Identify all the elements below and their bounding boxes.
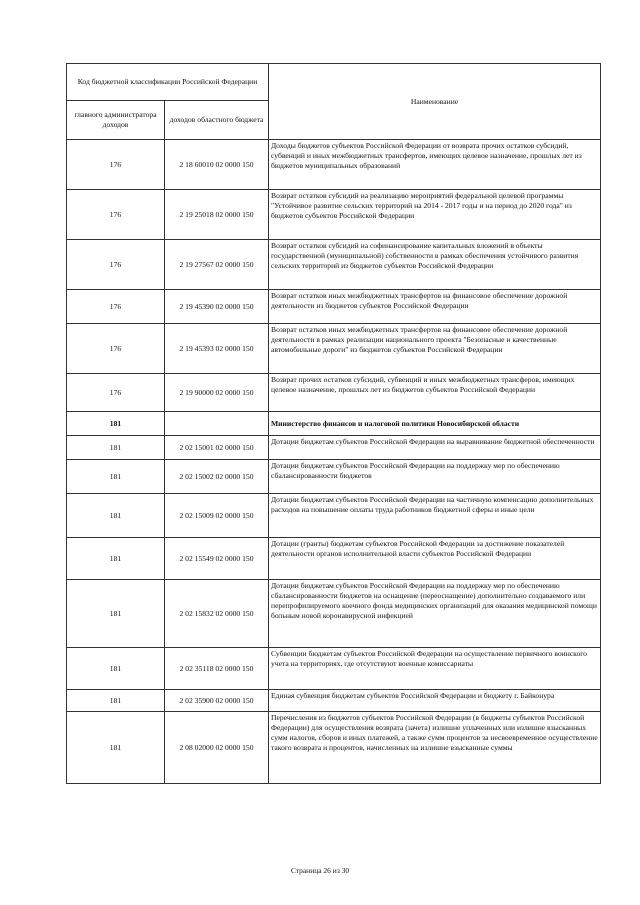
revenue-code-cell: 2 02 15009 02 0000 150	[165, 494, 269, 538]
header-name: Наименование	[269, 64, 601, 140]
revenue-code-cell: 2 08 02000 02 0000 150	[165, 712, 269, 784]
table-row	[67, 374, 601, 412]
admin-code-cell: 176	[67, 140, 165, 190]
table-body	[67, 140, 601, 784]
revenue-code-cell: 2 19 25018 02 0000 150	[165, 190, 269, 240]
revenue-code-cell: 2 02 15549 02 0000 150	[165, 538, 269, 580]
admin-code-cell: 176	[67, 324, 165, 374]
name-cell: Возврат остатков субсидий на реализацию мероприятий федеральной целевой программы "Устойчивое развитие сельских территорий на 2014 - 2017 годы и на период до 2020 года" из бюджетов субъектов Российской Федерации	[269, 190, 601, 240]
table-row	[67, 580, 601, 648]
table-row	[67, 190, 601, 240]
revenue-code-cell: 2 02 35900 02 0000 150	[165, 690, 269, 712]
name-cell: Дотации бюджетам субъектов Российской Федерации на выравнивание бюджетной обеспеченности	[269, 436, 601, 460]
name-cell: Дотации бюджетам субъектов Российской Федерации на поддержку мер по обеспечению сбалансированности бюджетов	[269, 460, 601, 494]
name-cell: Дотации (гранты) бюджетам субъектов Российской Федерации за достижение показателей деятельности органов исполнительной власти субъектов Российской Федерации	[269, 538, 601, 580]
name-cell: Единая субвенция бюджетам субъектов Российской Федерации и бюджету г. Байконура	[269, 690, 601, 712]
revenue-code-cell: 2 19 45390 02 0000 150	[165, 290, 269, 324]
revenue-code-cell: 2 02 35118 02 0000 150	[165, 648, 269, 690]
admin-code-cell: 181	[67, 412, 165, 436]
table-row	[67, 324, 601, 374]
admin-code-cell: 181	[67, 580, 165, 648]
name-cell: Возврат остатков иных межбюджетных трансфертов на финансовое обеспечение дорожной деятельности в рамках реализации национального проекта "Безопасные и качественные автомобильные дороги" из бюджетов субъектов Российской Федерации	[269, 324, 601, 374]
header-code-group: Код бюджетной классификации Российской Федерации	[67, 64, 269, 101]
table-row	[67, 538, 601, 580]
name-cell: Министерство финансов и налоговой политики Новосибирской области	[269, 412, 601, 436]
table-row	[67, 648, 601, 690]
revenue-code-cell: 2 18 60010 02 0000 150	[165, 140, 269, 190]
revenue-code-cell: 2 19 90000 02 0000 150	[165, 374, 269, 412]
page-footer: Страница 26 из 30	[290, 866, 350, 875]
header-admin: главного администратора доходов	[67, 101, 165, 140]
header-revenue: доходов областного бюджета	[165, 101, 269, 140]
revenue-code-cell: 2 02 15001 02 0000 150	[165, 436, 269, 460]
name-cell: Возврат прочих остатков субсидий, субвенций и иных межбюджетных трансферов, имеющих целевое назначение, прошлых лет из бюджетов субъектов Российской Федерации	[269, 374, 601, 412]
budget-classification-table	[66, 63, 601, 784]
name-cell: Дотации бюджетам субъектов Российской Федерации на поддержку мер по обеспечению сбалансированности бюджетов на оснащение (переоснащение) дополнительно создаваемого или перепрофилируемого коечного фонда медицинских организаций для оказания медицинской помощи больным новой коронавирусной инфекцией	[269, 580, 601, 648]
table-row	[67, 240, 601, 290]
admin-code-cell: 176	[67, 190, 165, 240]
name-cell: Доходы бюджетов субъектов Российской Федерации от возврата прочих остатков субсидий, субвенций и иных межбюджетных трансфертов, имеющих целевое назначение, прошлых лет из бюджетов муниципальных образований	[269, 140, 601, 190]
admin-code-cell: 176	[67, 240, 165, 290]
table-row	[67, 412, 601, 436]
table-row	[67, 690, 601, 712]
admin-code-cell: 181	[67, 436, 165, 460]
admin-code-cell: 181	[67, 712, 165, 784]
table-row	[67, 140, 601, 190]
table-row	[67, 494, 601, 538]
table-row	[67, 290, 601, 324]
revenue-code-cell	[165, 412, 269, 436]
table-row	[67, 436, 601, 460]
revenue-code-cell: 2 02 15832 02 0000 150	[165, 580, 269, 648]
table-row	[67, 460, 601, 494]
revenue-code-cell: 2 19 45393 02 0000 150	[165, 324, 269, 374]
table-row	[67, 712, 601, 784]
admin-code-cell: 176	[67, 290, 165, 324]
revenue-code-cell: 2 19 27567 02 0000 150	[165, 240, 269, 290]
revenue-code-cell: 2 02 15002 02 0000 150	[165, 460, 269, 494]
admin-code-cell: 181	[67, 690, 165, 712]
admin-code-cell: 181	[67, 494, 165, 538]
name-cell: Субвенции бюджетам субъектов Российской Федерации на осуществление первичного воинского учета на территориях, где отсутствуют военные комиссариаты	[269, 648, 601, 690]
name-cell: Возврат остатков субсидий на софинансирование капитальных вложений в объекты государственной (муниципальной) собственности в рамках обеспечения устойчивого развития сельских территорий из бюджетов субъектов Российской Федерации	[269, 240, 601, 290]
admin-code-cell: 181	[67, 538, 165, 580]
admin-code-cell: 176	[67, 374, 165, 412]
admin-code-cell: 181	[67, 648, 165, 690]
name-cell: Возврат остатков иных межбюджетных трансфертов на финансовое обеспечение дорожной деятельности из бюджетов субъектов Российской Федерации	[269, 290, 601, 324]
admin-code-cell: 181	[67, 460, 165, 494]
name-cell: Перечисления из бюджетов субъектов Российской Федерации (в бюджеты субъектов Российской Федерации) для осуществления возврата (зачета) излишне уплаченных или излишне взысканных сумм налогов, сборов и иных платежей, а также сумм процентов за несвоевременное осуществление такого возврата и процентов, начисленных на излишне взысканные суммы	[269, 712, 601, 784]
name-cell: Дотации бюджетам субъектов Российской Федерации на частичную компенсацию дополнительных расходов на повышение оплаты труда работников бюджетной сферы и иные цели	[269, 494, 601, 538]
